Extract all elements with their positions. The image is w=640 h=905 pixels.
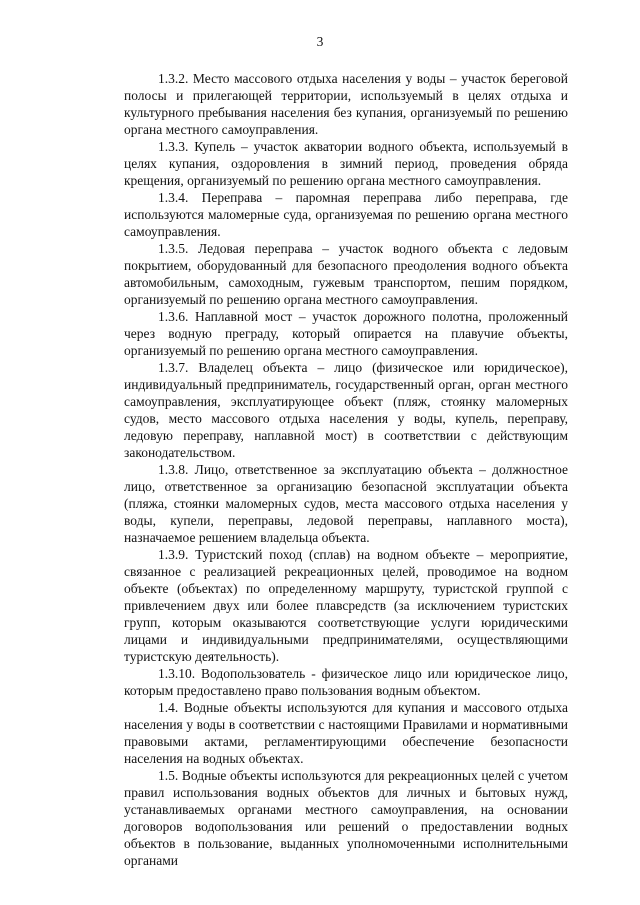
paragraph-1-3-2: 1.3.2. Место массового отдыха населения у воды – участок береговой полосы и прилегающей территории, используемый в целях отдыха и культурного пребывания населения без купания, организуемый по решению органа местного самоуправления. <box>124 71 568 137</box>
paragraph-1-3-9: 1.3.9. Туристский поход (сплав) на водном объекте – мероприятие, связанное с реализацией рекреационных целей, проводимое на водном объекте (объектах) по определенному маршруту, туристской группой с привлечением двух или более плавсредств (за исключением туристских групп, которым оказываются соответствующие услуги юридическими лицами и индивидуальными предпринимателями, осуществляющими туристскую деятельность). <box>124 547 568 664</box>
paragraph-1-3-8: 1.3.8. Лицо, ответственное за эксплуатацию объекта – должностное лицо, ответственное за организацию безопасной эксплуатации объекта (пляжа, стоянки маломерных судов, места массового отдыха населения у воды, купели, переправы, ледовой переправы, наплавного моста), назначаемое решением владельца объекта. <box>124 462 568 545</box>
paragraph-1-3-6: 1.3.6. Наплавной мост – участок дорожного полотна, проложенный через водную преграду, который опирается на плавучие объекты, организуемый по решению органа местного самоуправления. <box>124 309 568 358</box>
paragraph-1-3-5: 1.3.5. Ледовая переправа – участок водного объекта с ледовым покрытием, оборудованный для безопасного преодоления водного объекта автомобильным, самоходным, гужевым транспортом, пешим порядком, организуемый по решению органа местного самоуправления. <box>124 241 568 307</box>
paragraph-1-3-10: 1.3.10. Водопользователь - физическое лицо или юридическое лицо, которым предоставлено право пользования водным объектом. <box>124 666 568 698</box>
paragraph-1-4: 1.4. Водные объекты используются для купания и массового отдыха населения у воды в соответствии с настоящими Правилами и нормативными правовыми актами, регламентирующими обеспечение безопасности населения на водных объектах. <box>124 700 568 766</box>
paragraph-1-5: 1.5. Водные объекты используются для рекреационных целей с учетом правил использования водных объектов для личных и бытовых нужд, устанавливаемых органами местного самоуправления, на основании договоров водопользования или решений о предоставлении водных объектов в пользование, выданных уполномоченными исполнительными органами <box>124 768 568 868</box>
paragraph-1-3-4: 1.3.4. Переправа – паромная переправа либо переправа, где используются маломерные суда, организуемая по решению органа местного самоуправления. <box>124 190 568 239</box>
paragraph-1-3-7: 1.3.7. Владелец объекта – лицо (физическое или юридическое), индивидуальный предприниматель, государственный орган, орган местного самоуправления, эксплуатирующее объект (пляж, стоянку маломерных судов, место массового отдыха населения у воды, купель, переправу, ледовую переправу, наплавной мост) в соответствии с действующим законодательством. <box>124 360 568 460</box>
paragraph-1-3-3: 1.3.3. Купель – участок акватории водного объекта, используемый в целях купания, оздоровления в зимний период, проведения обряда крещения, организуемый по решению органа местного самоуправления. <box>124 139 568 188</box>
document-body <box>124 70 568 869</box>
page-number: 3 <box>316 34 324 49</box>
